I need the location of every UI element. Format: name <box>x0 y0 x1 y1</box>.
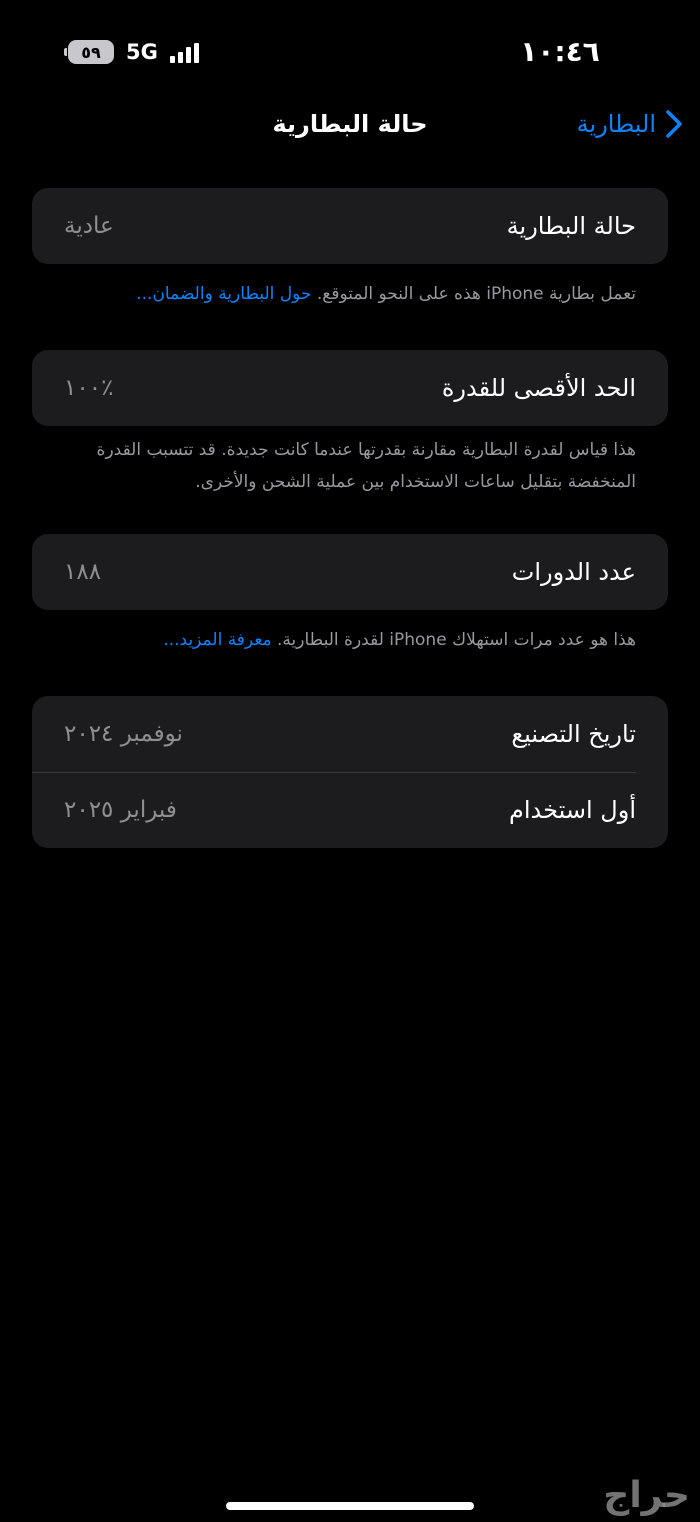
manufacture-date-label: تاريخ التصنيع <box>511 720 636 748</box>
cycle-count-label: عدد الدورات <box>511 558 636 586</box>
battery-level: ٥٩ <box>81 42 101 62</box>
page-title: حالة البطارية <box>272 110 428 138</box>
battery-warranty-link[interactable]: حول البطارية والضمان... <box>136 284 312 304</box>
battery-condition-label: حالة البطارية <box>506 212 636 240</box>
cycle-count-card <box>32 534 668 610</box>
cycle-count-note-text: هذا هو عدد مرات استهلاك iPhone لقدرة البطارية. <box>277 630 636 650</box>
maximum-capacity-value: ٪١٠٠ <box>64 375 114 401</box>
cycle-count-value: ١٨٨ <box>64 559 102 585</box>
battery-condition-note <box>64 278 636 310</box>
maximum-capacity-label: الحد الأقصى للقدرة <box>441 374 636 402</box>
cycle-count-row <box>32 534 668 610</box>
manufacture-date-value: نوفمبر ٢٠٢٤ <box>64 721 183 747</box>
chevron-back-icon <box>664 109 684 139</box>
back-button[interactable] <box>577 100 684 148</box>
battery-condition-row <box>32 188 668 264</box>
network-type: 5G <box>126 40 158 64</box>
battery-condition-value: عادية <box>64 213 114 239</box>
battery-condition-note-text: تعمل بطارية iPhone هذه على النحو المتوقع. <box>316 284 636 304</box>
cycle-count-note <box>64 624 636 656</box>
watermark-logo: حراج <box>603 1475 690 1516</box>
back-button-label: البطارية <box>576 110 656 138</box>
first-use-value: فبراير ٢٠٢٥ <box>64 797 177 823</box>
maximum-capacity-card <box>32 350 668 426</box>
maximum-capacity-row <box>32 350 668 426</box>
battery-condition-card <box>32 188 668 264</box>
learn-more-link[interactable]: معرفة المزيد... <box>163 630 272 650</box>
manufacture-date-row <box>32 696 668 772</box>
battery-icon <box>68 40 114 64</box>
dates-card <box>32 696 668 848</box>
status-time: ١٠:٤٦ <box>520 35 600 68</box>
first-use-label: أول استخدام <box>509 796 636 824</box>
status-bar-indicators <box>62 34 199 70</box>
signal-strength-icon <box>170 41 199 63</box>
first-use-row <box>32 772 668 848</box>
maximum-capacity-note: هذا قياس لقدرة البطارية مقارنة بقدرتها عندما كانت جديدة. قد تتسبب القدرة المنخفضة بتقليل ساعات الاستخدام بين عملية الشحن والأخرى. <box>96 440 636 492</box>
battery-tip <box>64 48 67 56</box>
home-indicator[interactable] <box>226 1502 474 1510</box>
